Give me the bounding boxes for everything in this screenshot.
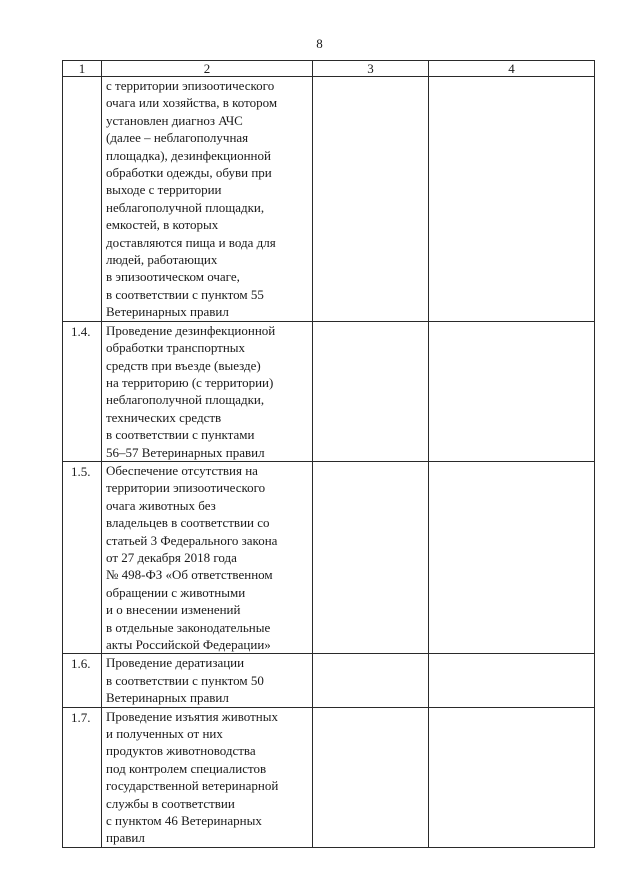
column-3-cell [313, 77, 429, 322]
column-3-cell [313, 321, 429, 461]
description-line: Проведение изъятия животных [106, 708, 278, 724]
description-line: обработки транспортных [106, 340, 246, 356]
table-row [63, 77, 595, 322]
column-header-4: 4 [429, 61, 595, 77]
description-line: статьей 3 Федерального закона [106, 532, 278, 548]
column-4-cell [429, 77, 595, 322]
description-line: с территории эпизоотического [106, 78, 275, 93]
row-number: 1.4. [63, 321, 102, 461]
table-body [63, 77, 595, 848]
table-header-row [63, 61, 595, 77]
description-line: и полученных от них [106, 726, 223, 742]
description-line: обращении с животными [106, 584, 246, 600]
row-description [102, 321, 313, 461]
description-line: неблагополучной площадки, [106, 199, 265, 215]
description-line: на территорию (с территории) [106, 374, 274, 390]
description-line: доставляются пища и вода для [106, 234, 276, 250]
row-description [102, 654, 313, 707]
document-table [62, 60, 595, 848]
row-description [102, 707, 313, 847]
column-4-cell [429, 654, 595, 707]
description-line: под контролем специалистов [106, 760, 267, 776]
column-header-2: 2 [102, 61, 313, 77]
description-line: установлен диагноз АЧС [106, 112, 243, 128]
column-header-1: 1 [63, 61, 102, 77]
column-header-3: 3 [313, 61, 429, 77]
description-line: технических средств [106, 409, 222, 425]
description-line: территории эпизоотического [106, 480, 266, 496]
description-line: 56–57 Ветеринарных правил [106, 444, 265, 460]
description-line: правил [106, 830, 145, 846]
description-line: обработки одежды, обуви при [106, 165, 272, 181]
description-line: государственной ветеринарной [106, 778, 279, 794]
description-line: Проведение дезинфекционной [106, 322, 276, 338]
description-line: № 498-ФЗ «Об ответственном [106, 567, 273, 583]
column-4-cell [429, 707, 595, 847]
table-row [63, 321, 595, 461]
page-number: 8 [316, 36, 323, 51]
description-line: Проведение дератизации [106, 655, 245, 671]
table-row [63, 707, 595, 847]
description-line: в соответствии с пунктом 55 [106, 286, 264, 302]
description-line: средств при въезде (выезде) [106, 357, 261, 373]
description-line: Обеспечение отсутствия на [106, 462, 258, 478]
description-line: от 27 декабря 2018 года [106, 549, 237, 565]
description-line: в соответствии с пунктом 50 [106, 672, 264, 688]
table-row [63, 461, 595, 653]
description-line: емкостей, в которых [106, 217, 219, 233]
row-number: 1.5. [63, 461, 102, 653]
description-line: людей, работающих [106, 252, 218, 268]
description-line: продуктов животноводства [106, 743, 256, 759]
column-4-cell [429, 461, 595, 653]
row-number: 1.6. [63, 654, 102, 707]
description-line: Ветеринарных правил [106, 690, 229, 706]
row-number [63, 77, 102, 322]
column-3-cell [313, 654, 429, 707]
description-line: неблагополучной площадки, [106, 392, 265, 408]
column-4-cell [429, 321, 595, 461]
description-line: выходе с территории [106, 182, 222, 198]
column-3-cell [313, 461, 429, 653]
description-line: владельцев в соответствии со [106, 515, 270, 531]
description-line: в эпизоотическом очаге, [106, 269, 240, 285]
description-line: службы в соответствии [106, 795, 235, 811]
description-line: площадка), дезинфекционной [106, 147, 271, 163]
description-line: очага животных без [106, 497, 216, 513]
row-number: 1.7. [63, 707, 102, 847]
row-description [102, 77, 313, 322]
description-line: в соответствии с пунктами [106, 427, 255, 443]
column-3-cell [313, 707, 429, 847]
description-line: с пунктом 46 Ветеринарных [106, 813, 262, 829]
table-row [63, 654, 595, 707]
description-line: в отдельные законодательные [106, 619, 271, 635]
description-line: и о внесении изменений [106, 602, 241, 618]
description-line: очага или хозяйства, в котором [106, 95, 278, 111]
description-line: акты Российской Федерации» [106, 637, 271, 652]
description-line: (далее – неблагополучная [106, 130, 249, 146]
description-line: Ветеринарных правил [106, 304, 229, 320]
row-description [102, 461, 313, 653]
